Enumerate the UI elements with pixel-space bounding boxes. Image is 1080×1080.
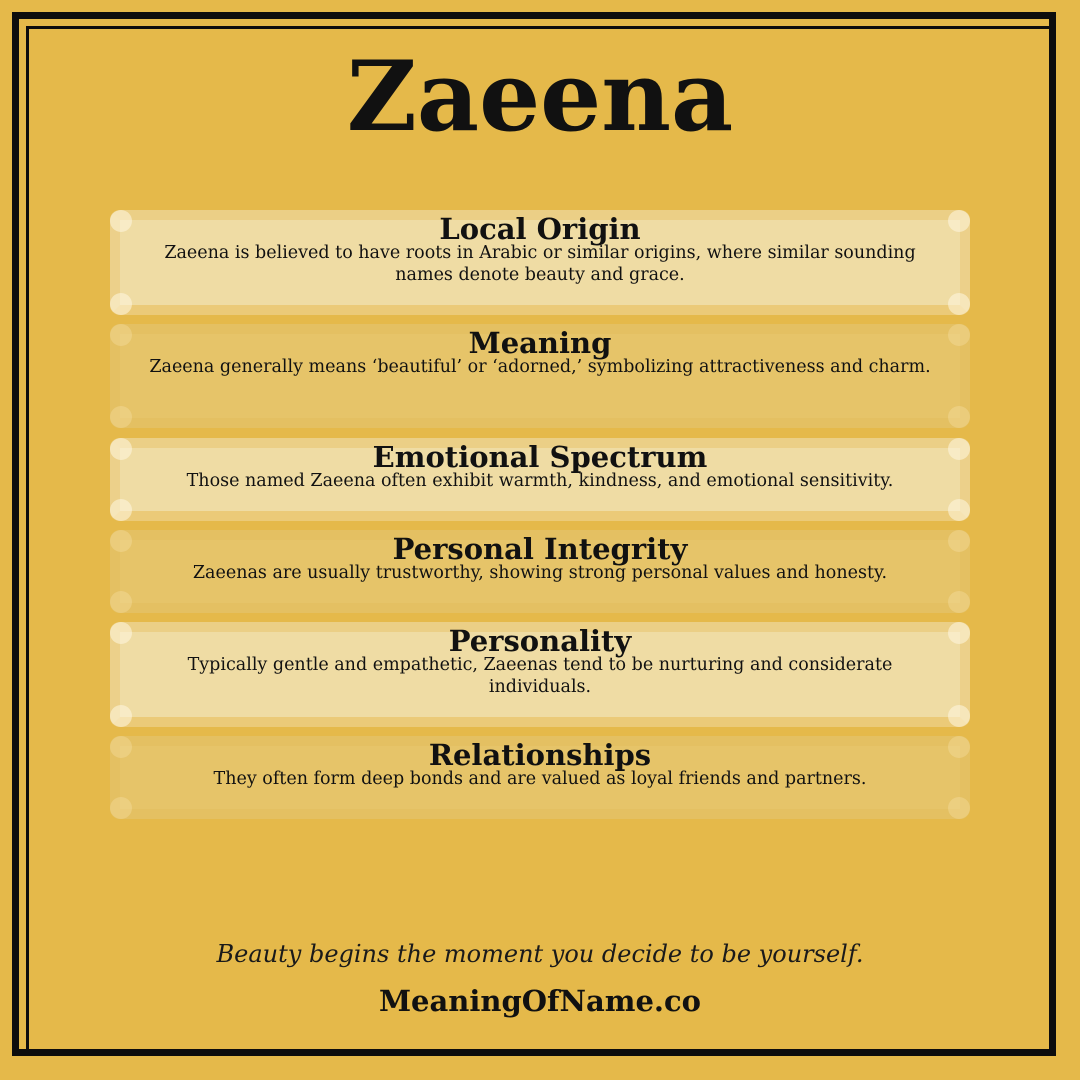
card-corner-ornament <box>110 293 132 315</box>
section-text: Zaeena generally means ‘beautiful’ or ‘adorned,’ symbolizing attractiveness and charm. <box>149 357 931 377</box>
section-text: Typically gentle and empathetic, Zaeenas tend to be nurturing and considerate individuals. <box>187 655 893 697</box>
section-text: Those named Zaeena often exhibit warmth, kindness, and emotional sensitivity. <box>186 471 894 491</box>
card-corner-ornament <box>948 293 970 315</box>
card-corner-ornament <box>948 591 970 613</box>
card-corner-ornament <box>110 705 132 727</box>
quote-text: Beauty begins the moment you decide to be yourself. <box>216 940 864 968</box>
card-corner-ornament <box>948 499 970 521</box>
card-corner-ornament <box>948 736 970 758</box>
card-corner-ornament <box>948 406 970 428</box>
card-corner-ornament <box>110 406 132 428</box>
card-corner-ornament <box>110 622 132 644</box>
card-corner-ornament <box>948 530 970 552</box>
card-corner-ornament <box>948 438 970 460</box>
card-corner-ornament <box>948 324 970 346</box>
card-corner-ornament <box>948 210 970 232</box>
section-text: Zaeena is believed to have roots in Arabic or similar origins, where similar sounding names denote beauty and grace. <box>164 243 916 285</box>
card-corner-ornament <box>110 324 132 346</box>
card-corner-ornament <box>110 736 132 758</box>
card-corner-ornament <box>948 797 970 819</box>
section-card-emotional-spectrum <box>110 438 970 521</box>
card-corner-ornament <box>110 499 132 521</box>
card-corner-ornament <box>110 591 132 613</box>
section-heading: Personal Integrity <box>392 532 688 566</box>
name-title: Zaeena <box>346 40 734 153</box>
section-heading: Personality <box>448 624 632 658</box>
section-text: Zaeenas are usually trustworthy, showing strong personal values and honesty. <box>192 563 888 583</box>
section-card-personal-integrity <box>110 530 970 613</box>
section-card-relationships <box>110 736 970 819</box>
section-text: They often form deep bonds and are valued as loyal friends and partners. <box>213 769 867 789</box>
card-corner-ornament <box>110 797 132 819</box>
section-heading: Relationships <box>428 738 652 772</box>
card-corner-ornament <box>110 530 132 552</box>
brand-watermark: MeaningOfName.co <box>378 984 702 1018</box>
section-heading: Emotional Spectrum <box>372 440 708 474</box>
section-heading: Local Origin <box>439 212 641 246</box>
card-corner-ornament <box>110 438 132 460</box>
section-card-meaning <box>110 324 970 428</box>
section-heading: Meaning <box>468 326 612 360</box>
card-corner-ornament <box>948 622 970 644</box>
section-card-local-origin <box>110 210 970 315</box>
card-corner-ornament <box>948 705 970 727</box>
card-corner-ornament <box>110 210 132 232</box>
section-card-personality <box>110 622 970 727</box>
